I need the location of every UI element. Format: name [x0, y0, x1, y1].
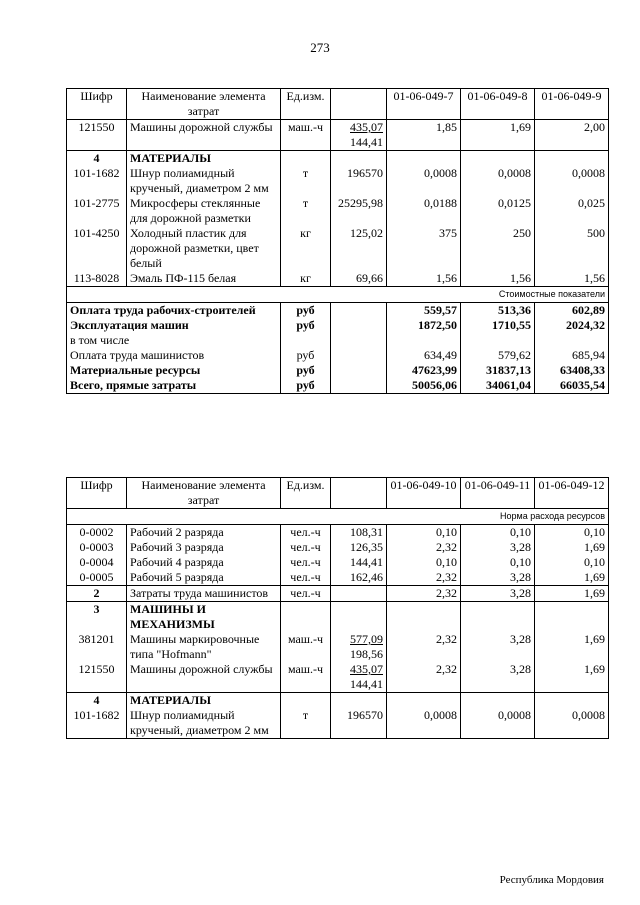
section-row — [67, 693, 609, 709]
row-code: 121550 — [67, 120, 127, 151]
header-col1: 01-06-049-10 — [387, 478, 461, 509]
cost-unit: руб — [281, 348, 331, 363]
estimate-table-2 — [66, 477, 609, 739]
section-row — [67, 602, 609, 633]
table-row — [67, 555, 609, 570]
cost-value-1: 1872,50 — [387, 318, 461, 333]
row-price: 108,31 — [331, 525, 387, 541]
row-value-1: 0,10 — [387, 525, 461, 541]
row-value-2: 0,0008 — [461, 166, 535, 196]
cost-row — [67, 303, 609, 319]
row-price: 196570 — [331, 166, 387, 196]
row-value-3: 1,69 — [535, 540, 609, 555]
row-unit: кг — [281, 226, 331, 271]
row-value-3: 1,69 — [535, 570, 609, 586]
row-value-2: 1,56 — [461, 271, 535, 287]
section-title: МАТЕРИАЛЫ — [127, 693, 281, 709]
header-price — [331, 89, 387, 120]
cost-value-1: 559,57 — [387, 303, 461, 319]
price-top: 577,09 — [350, 632, 383, 646]
row-value-3: 1,56 — [535, 271, 609, 287]
row-code: 113-8028 — [67, 271, 127, 287]
row-price — [331, 662, 387, 693]
table-row — [67, 166, 609, 196]
header-name: Наименование элемента затрат — [127, 478, 281, 509]
row-value-2: 0,0008 — [461, 708, 535, 739]
header-col1: 01-06-049-7 — [387, 89, 461, 120]
row-unit: чел.-ч — [281, 540, 331, 555]
row-unit: кг — [281, 271, 331, 287]
row-unit: чел.-ч — [281, 586, 331, 602]
header-name: Наименование элемента затрат — [127, 89, 281, 120]
cost-name: Всего, прямые затраты — [67, 378, 281, 394]
estimate-table-1 — [66, 88, 609, 394]
row-price: 125,02 — [331, 226, 387, 271]
row-unit: чел.-ч — [281, 555, 331, 570]
row-value-3: 0,0008 — [535, 166, 609, 196]
cost-value-3: 63408,33 — [535, 363, 609, 378]
price-top: 435,07 — [350, 662, 383, 676]
section-title: МАШИНЫ И МЕХАНИЗМЫ — [127, 602, 281, 633]
cost-value-1: 634,49 — [387, 348, 461, 363]
price-bottom: 144,41 — [350, 135, 383, 149]
cost-value-2: 1710,55 — [461, 318, 535, 333]
row-name: Машины дорожной службы — [127, 120, 281, 151]
row-name: Эмаль ПФ-115 белая — [127, 271, 281, 287]
section-number: 4 — [67, 693, 127, 709]
machine-row — [67, 662, 609, 693]
row-name: Шнур полиамидный крученый, диаметром 2 мм — [127, 166, 281, 196]
row-name: Машины маркировочные типа "Hofmann" — [127, 632, 281, 662]
row-code: 101-2775 — [67, 196, 127, 226]
cost-value-2: 513,36 — [461, 303, 535, 319]
row-unit: т — [281, 708, 331, 739]
norm-label: Норма расхода ресурсов — [67, 509, 609, 525]
machine-row — [67, 632, 609, 662]
row-value-2: 3,28 — [461, 586, 535, 602]
row-price: 25295,98 — [331, 196, 387, 226]
row-unit: чел.-ч — [281, 525, 331, 541]
row-price: 69,66 — [331, 271, 387, 287]
row-name: Машины дорожной службы — [127, 662, 281, 693]
cost-name: Материальные ресурсы — [67, 363, 281, 378]
table-header-row — [67, 478, 609, 509]
table-row — [67, 271, 609, 287]
row-value-1: 2,32 — [387, 570, 461, 586]
row-value-1: 0,10 — [387, 555, 461, 570]
row-value-2: 3,28 — [461, 540, 535, 555]
cost-name: Оплата труда машинистов — [67, 348, 281, 363]
row-value-2: 1,69 — [461, 120, 535, 151]
row-value-1: 0,0008 — [387, 708, 461, 739]
row-price: 196570 — [331, 708, 387, 739]
row-value-1: 0,0188 — [387, 196, 461, 226]
table-row — [67, 226, 609, 271]
cost-value-1: 50056,06 — [387, 378, 461, 394]
row-value-3: 1,69 — [535, 586, 609, 602]
cost-value-3: 685,94 — [535, 348, 609, 363]
row-name: Холодный пластик для дорожной разметки, цвет белый — [127, 226, 281, 271]
row-name: Шнур полиамидный крученый, диаметром 2 мм — [127, 708, 281, 739]
cost-name: Оплата труда рабочих-строителей — [67, 303, 281, 319]
row-code: 381201 — [67, 632, 127, 662]
cost-unit: руб — [281, 378, 331, 394]
footer-region: Республика Мордовия — [499, 874, 604, 886]
row-value-2: 3,28 — [461, 662, 535, 693]
header-code: Шифр — [67, 478, 127, 509]
section-row — [67, 151, 609, 167]
row-unit: т — [281, 166, 331, 196]
cost-unit: руб — [281, 363, 331, 378]
row-value-2: 0,10 — [461, 525, 535, 541]
page-number: 273 — [310, 40, 330, 55]
row-name: Микросферы стеклянные для дорожной разметки — [127, 196, 281, 226]
cost-unit: руб — [281, 303, 331, 319]
cost-row — [67, 363, 609, 378]
row-name: Затраты труда машинистов — [127, 586, 281, 602]
row-value-1: 1,85 — [387, 120, 461, 151]
row-code: 101-4250 — [67, 226, 127, 271]
row-name: Рабочий 3 разряда — [127, 540, 281, 555]
row-code: 2 — [67, 586, 127, 602]
row-value-1: 2,32 — [387, 586, 461, 602]
row-value-3: 2,00 — [535, 120, 609, 151]
row-value-3: 500 — [535, 226, 609, 271]
header-col3: 01-06-049-9 — [535, 89, 609, 120]
row-value-2: 3,28 — [461, 570, 535, 586]
header-col3: 01-06-049-12 — [535, 478, 609, 509]
cost-value-3: 2024,32 — [535, 318, 609, 333]
table-row — [67, 570, 609, 586]
machine-row — [67, 120, 609, 151]
cost-value-2: 31837,13 — [461, 363, 535, 378]
cost-label-row — [67, 287, 609, 303]
row-name: Рабочий 2 разряда — [127, 525, 281, 541]
cost-row — [67, 348, 609, 363]
labor-row — [67, 586, 609, 602]
cost-label: Стоимостные показатели — [67, 287, 609, 303]
price-top: 435,07 — [350, 120, 383, 134]
header-unit: Ед.изм. — [281, 478, 331, 509]
row-code: 0-0002 — [67, 525, 127, 541]
row-code: 101-1682 — [67, 166, 127, 196]
cost-value-2: 579,62 — [461, 348, 535, 363]
cost-row — [67, 318, 609, 333]
row-price: 162,46 — [331, 570, 387, 586]
row-price: 144,41 — [331, 555, 387, 570]
row-value-1: 2,32 — [387, 662, 461, 693]
table-row — [67, 196, 609, 226]
cost-row — [67, 333, 609, 348]
row-unit: маш.-ч — [281, 120, 331, 151]
row-value-3: 1,69 — [535, 632, 609, 662]
cost-row — [67, 378, 609, 394]
header-col2: 01-06-049-11 — [461, 478, 535, 509]
row-value-2: 0,10 — [461, 555, 535, 570]
row-price: 126,35 — [331, 540, 387, 555]
row-value-1: 0,0008 — [387, 166, 461, 196]
row-value-1: 375 — [387, 226, 461, 271]
row-code: 0-0004 — [67, 555, 127, 570]
row-unit: маш.-ч — [281, 632, 331, 662]
price-bottom: 198,56 — [350, 647, 383, 661]
header-col2: 01-06-049-8 — [461, 89, 535, 120]
table-header-row — [67, 89, 609, 120]
cost-value-3: 602,89 — [535, 303, 609, 319]
row-code: 101-1682 — [67, 708, 127, 739]
table-row — [67, 525, 609, 541]
row-value-2: 250 — [461, 226, 535, 271]
row-value-3: 1,69 — [535, 662, 609, 693]
table-row — [67, 708, 609, 739]
cost-name: в том числе — [67, 333, 281, 348]
price-bottom: 144,41 — [350, 677, 383, 691]
cost-value-3: 66035,54 — [535, 378, 609, 394]
row-value-2: 3,28 — [461, 632, 535, 662]
cost-value-1: 47623,99 — [387, 363, 461, 378]
row-value-3: 0,10 — [535, 525, 609, 541]
section-number: 3 — [67, 602, 127, 633]
row-price — [331, 632, 387, 662]
row-code: 0-0005 — [67, 570, 127, 586]
row-value-1: 1,56 — [387, 271, 461, 287]
table-row — [67, 540, 609, 555]
section-number: 4 — [67, 151, 127, 167]
cost-name: Эксплуатация машин — [67, 318, 281, 333]
row-value-3: 0,025 — [535, 196, 609, 226]
row-unit: т — [281, 196, 331, 226]
row-value-1: 2,32 — [387, 540, 461, 555]
row-price — [331, 120, 387, 151]
header-unit: Ед.изм. — [281, 89, 331, 120]
row-name: Рабочий 5 разряда — [127, 570, 281, 586]
row-value-1: 2,32 — [387, 632, 461, 662]
cost-value-2: 34061,04 — [461, 378, 535, 394]
header-code: Шифр — [67, 89, 127, 120]
row-name: Рабочий 4 разряда — [127, 555, 281, 570]
cost-unit: руб — [281, 318, 331, 333]
row-value-2: 0,0125 — [461, 196, 535, 226]
header-price — [331, 478, 387, 509]
row-value-3: 0,10 — [535, 555, 609, 570]
row-code: 0-0003 — [67, 540, 127, 555]
row-unit: маш.-ч — [281, 662, 331, 693]
row-code: 121550 — [67, 662, 127, 693]
norm-label-row — [67, 509, 609, 525]
row-unit: чел.-ч — [281, 570, 331, 586]
row-value-3: 0,0008 — [535, 708, 609, 739]
section-title: МАТЕРИАЛЫ — [127, 151, 281, 167]
